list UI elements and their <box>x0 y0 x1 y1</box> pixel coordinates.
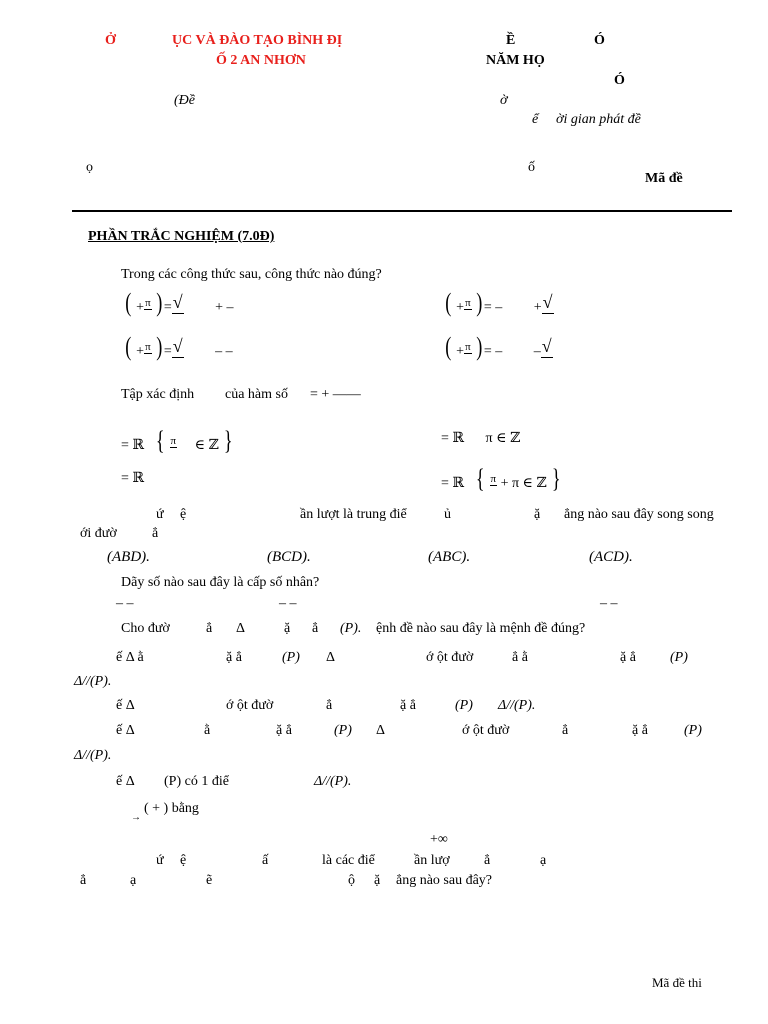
q5-a-1: ế Δ ằ <box>116 650 144 665</box>
q5-d-1: ế Δ <box>116 774 135 789</box>
q5-stem-e: ẳ <box>312 621 319 636</box>
q7-text-e: ần lượ <box>414 853 450 868</box>
q5-stem-g: ệnh đề nào sau đây là mệnh đề đúng? <box>376 621 586 636</box>
q3-option-d: (ACD). <box>589 549 633 565</box>
q2-formula: = + —— <box>310 387 361 402</box>
q5-stem-b: ẳ <box>206 621 213 636</box>
q7-text-c: ấ <box>262 853 269 868</box>
q2-stem-a: Tập xác định <box>121 387 195 402</box>
q3-text-b: ệ <box>180 507 187 522</box>
q7-text-g: ạ <box>540 853 547 868</box>
q3-text-a: ứ <box>156 507 164 522</box>
exam-note: (Đề <box>174 93 195 108</box>
q5-a-6: ẳ ằ <box>512 650 528 665</box>
q5-a-9: Δ//(P). <box>74 674 112 689</box>
q5-a-5: ớ ột đườ <box>426 650 474 665</box>
q5-a-4: Δ <box>326 650 336 665</box>
header-divider <box>72 210 732 212</box>
q5-b-4: ặ ẳ <box>400 698 416 713</box>
q7-text-h: ẳ <box>80 873 87 888</box>
q3-text-f: ẳng nào sau đây song song <box>564 507 714 522</box>
exam-subject: Ó <box>614 73 625 88</box>
q3-text-h: ẳ <box>152 526 159 541</box>
exam-title-a: Ề <box>506 33 516 48</box>
q7-text-a: ứ <box>156 853 164 868</box>
q6-expression: ( + ) bằng <box>144 801 199 816</box>
q1-stem: Trong các công thức sau, công thức nào đúng? <box>121 267 382 282</box>
q2-option-a: = ℝ { π ∈ ℤ } <box>121 426 233 455</box>
q5-a-3: (P) <box>282 650 300 665</box>
q5-stem-a: Cho đườ <box>121 621 170 636</box>
header-school-prefix: Ở <box>105 33 116 48</box>
student-name-label: ọ <box>86 160 93 175</box>
q4-stem: Dãy số nào sau đây là cấp số nhân? <box>121 575 320 590</box>
q2-option-c: = ℝ <box>121 471 145 486</box>
q7-text-f: ẳ <box>484 853 491 868</box>
exam-note-mid: ờ <box>500 93 508 108</box>
header-department: ỤC VÀ ĐÀO TẠO BÌNH ĐỊ <box>172 33 343 48</box>
q2-option-b: = ℝ π ∈ ℤ <box>441 431 521 446</box>
q5-a-7: ặ ẳ <box>620 650 636 665</box>
q2-stem-b: của hàm số <box>225 387 288 402</box>
q7-text-j: ẽ <box>206 873 213 888</box>
q7-text-l: ặ <box>374 873 381 888</box>
q5-stem-c: Δ <box>236 621 246 636</box>
q5-c-5: Δ <box>376 723 386 738</box>
q3-text-g: ới đườ <box>80 526 117 541</box>
q5-a-2: ặ ẳ <box>226 650 242 665</box>
q3-option-a: (ABD). <box>107 549 150 565</box>
q5-stem-f: (P). <box>340 621 362 636</box>
q7-text-b: ệ <box>180 853 187 868</box>
q5-c-9: (P) <box>684 723 702 738</box>
exam-time-b: ời gian phát đề <box>556 112 641 127</box>
q3-text-d: ủ <box>444 507 451 522</box>
q5-d-3: Δ//(P). <box>314 774 352 789</box>
q1-option-d: ( + π )= – – √ <box>445 332 552 361</box>
q5-c-10: Δ//(P). <box>74 748 112 763</box>
exam-time-a: ể <box>532 112 539 127</box>
q5-stem-d: ặ <box>284 621 291 636</box>
q6-arrow: → <box>131 812 141 823</box>
q2-option-d: = ℝ { π + π ∈ ℤ } <box>441 464 561 493</box>
q5-d-2: (P) có 1 điể <box>164 774 229 789</box>
q7-text-i: ạ <box>130 873 137 888</box>
q4-option-d: – – <box>600 596 618 611</box>
q5-c-3: ặ ẳ <box>276 723 292 738</box>
q1-option-b: ( + π )= – + √ <box>445 288 553 317</box>
q3-option-b: (BCD). <box>267 549 311 565</box>
q1-option-a: ( + π )= √ + – <box>125 288 234 317</box>
q5-a-8: (P) <box>670 650 688 665</box>
q4-option-b: – – <box>279 596 297 611</box>
q6-infinity: +∞ <box>430 832 448 847</box>
q7-text-k: ộ <box>348 873 355 888</box>
q5-c-2: ằ <box>204 723 211 738</box>
exam-code-label: Mã đề <box>645 171 683 186</box>
section-title: PHẦN TRẮC NGHIỆM (7.0Đ) <box>88 229 275 244</box>
header-school-name: Ố 2 AN NHƠN <box>216 53 306 68</box>
q7-text-d: là các điể <box>322 853 375 868</box>
q5-b-5: (P) <box>455 698 473 713</box>
q3-text-e: ặ <box>534 507 541 522</box>
q1-option-c: ( + π )= √ – – <box>125 332 233 361</box>
q7-text-m: ẳng nào sau đây? <box>396 873 493 888</box>
exam-title-b: Ó <box>594 33 605 48</box>
exam-year: NĂM HỌ <box>486 53 545 68</box>
q5-b-6: Δ//(P). <box>498 698 536 713</box>
q5-c-1: ế Δ <box>116 723 135 738</box>
q4-option-a: – – <box>116 596 134 611</box>
q3-text-c: ần lượt là trung điể <box>300 507 407 522</box>
q5-c-4: (P) <box>334 723 352 738</box>
footer-exam-code: Mã đề thi <box>652 975 702 990</box>
q3-option-c: (ABC). <box>428 549 471 565</box>
q5-c-7: ẳ <box>562 723 569 738</box>
student-id-label: ố <box>528 160 535 175</box>
q5-c-6: ớ ột đườ <box>462 723 510 738</box>
q5-c-8: ặ ẳ <box>632 723 648 738</box>
q5-b-2: ớ ột đườ <box>226 698 274 713</box>
q5-b-3: ẳ <box>326 698 333 713</box>
q5-b-1: ế Δ <box>116 698 135 713</box>
